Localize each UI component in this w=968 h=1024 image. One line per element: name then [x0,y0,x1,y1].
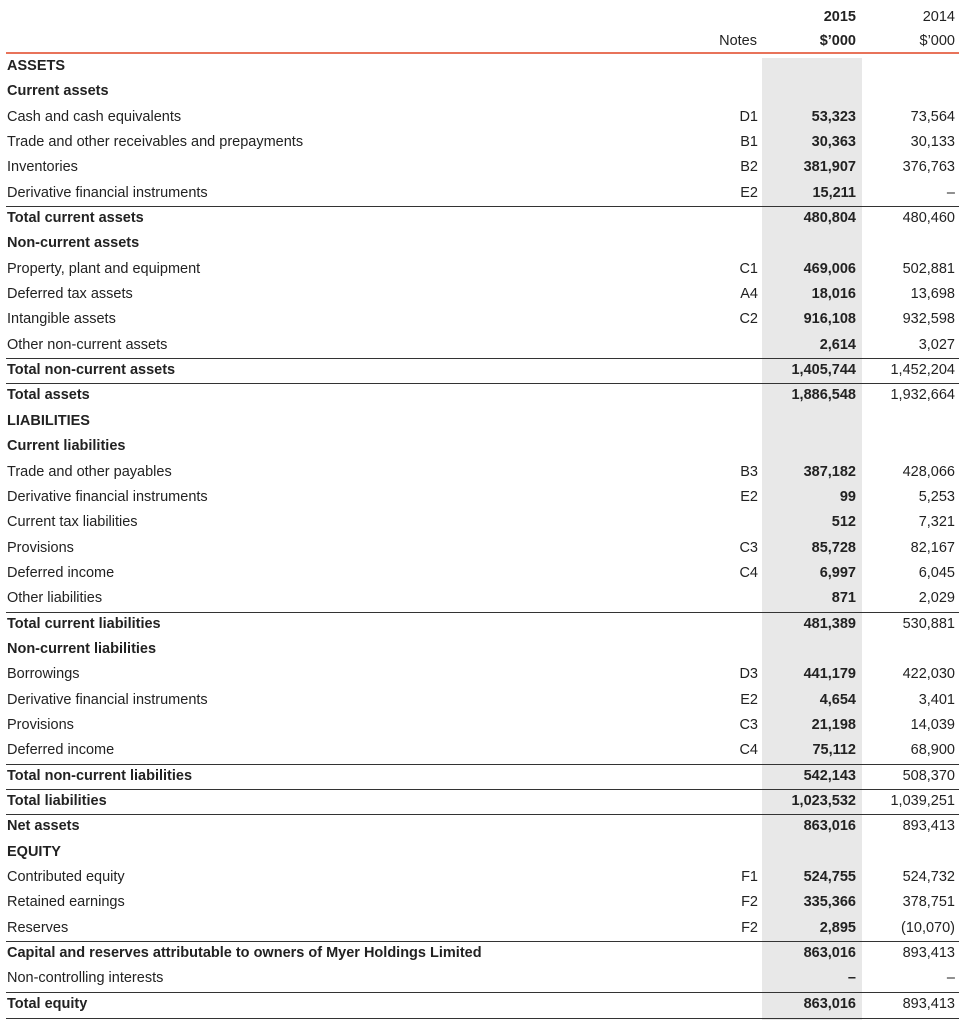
table-row [0,105,968,130]
value-2014: 3,027 [918,336,955,353]
row-label: Total equity [7,995,88,1012]
row-label: Deferred income [7,742,115,759]
table-row [0,282,968,307]
header-notes: Notes [719,33,757,49]
row-note: D1 [739,108,758,125]
value-2014: 893,413 [902,945,955,962]
value-2015: 863,016 [803,818,856,835]
table-row [0,460,968,485]
row-label: Total assets [7,387,90,404]
value-2015: 1,405,744 [791,362,856,379]
table-row [0,561,968,586]
row-label: Net assets [7,818,80,835]
table-row [0,333,968,358]
header-unit-current: $’000 [819,33,856,49]
table-row [0,865,968,890]
row-note: C1 [739,260,758,277]
value-2015: 30,363 [811,134,856,151]
value-2015: 335,366 [803,894,856,911]
row-label: Deferred tax assets [7,286,133,303]
table-row [0,307,968,332]
row-note: F2 [741,919,758,936]
row-note: C2 [739,311,758,328]
value-2015: 469,006 [803,260,856,277]
header-year-current: 2015 [823,9,856,25]
value-2014: 13,698 [910,286,955,303]
row-note: C3 [739,716,758,733]
row-label: Non-controlling interests [7,970,164,987]
row-label: Provisions [7,539,74,556]
total-row [0,764,968,789]
value-2014: 480,460 [902,210,955,227]
value-2014: – [946,970,955,987]
value-2014: 893,413 [902,818,955,835]
value-2014: 893,413 [902,995,955,1012]
value-2015: 863,016 [803,945,856,962]
table-row [0,586,968,611]
total-row [0,612,968,637]
total-row [0,383,968,408]
value-2015: 916,108 [803,311,856,328]
row-label: Reserves [7,919,69,936]
value-2015: 2,614 [819,336,856,353]
row-label: Derivative financial instruments [7,691,208,708]
row-label: Total non-current assets [7,362,176,379]
row-label: Contributed equity [7,869,125,885]
value-2015: – [847,970,856,987]
value-2014: 376,763 [902,159,955,176]
row-note: D3 [739,666,758,683]
value-2014: – [946,184,955,201]
row-label: Retained earnings [7,894,125,911]
value-2014: 932,598 [902,311,955,328]
row-label: Cash and cash equivalents [7,108,182,125]
value-2015: 481,389 [803,615,856,632]
value-2014: 2,029 [918,590,955,607]
row-label: Current assets [7,83,109,100]
balance-sheet-table [0,54,968,1017]
row-label: ASSETS [7,58,66,74]
row-label: Derivative financial instruments [7,488,208,505]
header-unit-prior: $’000 [919,33,955,49]
value-2015: 15,211 [812,184,856,201]
value-2015: 1,886,548 [791,387,856,404]
table-row [0,916,968,941]
value-2015: 542,143 [803,767,856,784]
row-label: Trade and other payables [7,463,172,480]
row-label: Total current assets [7,210,144,227]
section-heading [0,409,968,434]
value-2014: 6,045 [918,564,955,581]
table-row [0,890,968,915]
row-label: Capital and reserves attributable to owners of Myer Holdings Limited [7,945,482,962]
row-note: E2 [740,488,758,505]
row-label: Trade and other receivables and prepayments [7,134,304,151]
total-row [0,941,968,966]
total-row [0,206,968,231]
row-note: B2 [740,159,758,176]
table-row [0,713,968,738]
value-2015: 480,804 [803,210,856,227]
section-heading [0,79,968,104]
value-2014: 428,066 [902,463,955,480]
value-2014: (10,070) [900,919,955,936]
row-note: C3 [739,539,758,556]
value-2015: 512 [831,514,856,531]
row-note: C4 [739,742,758,759]
value-2014: 68,900 [910,742,955,759]
value-2014: 1,932,664 [890,387,955,404]
value-2015: 2,895 [819,919,856,936]
table-row [0,130,968,155]
total-row [0,814,968,839]
row-label: Current tax liabilities [7,514,138,531]
row-label: Other liabilities [7,590,103,607]
section-heading [0,637,968,662]
row-label: Borrowings [7,666,80,683]
table-row [0,155,968,180]
row-note: A4 [740,286,758,303]
value-2014: 524,732 [902,869,955,885]
row-label: Derivative financial instruments [7,184,208,201]
row-note: F2 [741,894,758,911]
value-2015: 6,997 [819,564,856,581]
value-2014: 378,751 [902,894,955,911]
value-2015: 863,016 [803,995,856,1012]
value-2015: 75,112 [812,742,856,759]
value-2014: 82,167 [910,539,955,556]
row-label: Non-current assets [7,235,140,252]
section-heading [0,231,968,256]
value-2014: 73,564 [910,108,955,125]
row-note: C4 [739,564,758,581]
value-2015: 387,182 [803,463,856,480]
table-row [0,257,968,282]
value-2015: 85,728 [811,539,856,556]
row-note: E2 [740,184,758,201]
value-2014: 530,881 [902,615,955,632]
row-label: Inventories [7,159,78,176]
section-heading [0,840,968,865]
value-2014: 508,370 [902,767,955,784]
value-2015: 524,755 [803,869,856,885]
value-2015: 18,016 [811,286,856,303]
value-2015: 381,907 [803,159,856,176]
row-label: LIABILITIES [7,412,90,429]
value-2015: 871 [831,590,856,607]
row-note: E2 [740,691,758,708]
row-note: B1 [740,134,758,151]
row-label: EQUITY [7,843,61,860]
total-row [0,992,968,1017]
table-row [0,966,968,991]
value-2014: 1,452,204 [890,362,955,379]
row-label: Total liabilities [7,792,107,809]
value-2015: 21,198 [811,716,856,733]
section-heading [0,434,968,459]
total-row [0,789,968,814]
row-label: Non-current liabilities [7,640,157,657]
value-2014: 7,321 [918,514,955,531]
value-2014: 502,881 [902,260,955,277]
row-note: B3 [740,463,758,480]
value-2015: 1,023,532 [791,792,856,809]
table-row [0,738,968,763]
total-row [0,358,968,383]
row-label: Current liabilities [7,438,126,455]
table-row [0,181,968,206]
value-2015: 4,654 [819,691,856,708]
section-heading [0,54,968,79]
row-label: Provisions [7,716,74,733]
table-row [0,662,968,687]
table-row [0,536,968,561]
table-row [0,485,968,510]
row-label: Intangible assets [7,311,116,328]
table-row [0,510,968,535]
value-2014: 30,133 [910,134,955,151]
value-2015: 441,179 [803,666,856,683]
row-note: F1 [741,869,758,885]
value-2014: 3,401 [918,691,955,708]
value-2014: 422,030 [902,666,955,683]
row-label: Total non-current liabilities [7,767,193,784]
row-label: Other non-current assets [7,336,168,353]
row-label: Property, plant and equipment [7,260,201,277]
value-2015: 53,323 [811,108,856,125]
value-2014: 1,039,251 [890,792,955,809]
value-2015: 99 [839,488,856,505]
value-2014: 5,253 [918,488,955,505]
value-2014: 14,039 [910,716,955,733]
row-label: Total current liabilities [7,615,161,632]
table-row [0,688,968,713]
row-label: Deferred income [7,564,115,581]
header-year-prior: 2014 [922,9,955,25]
